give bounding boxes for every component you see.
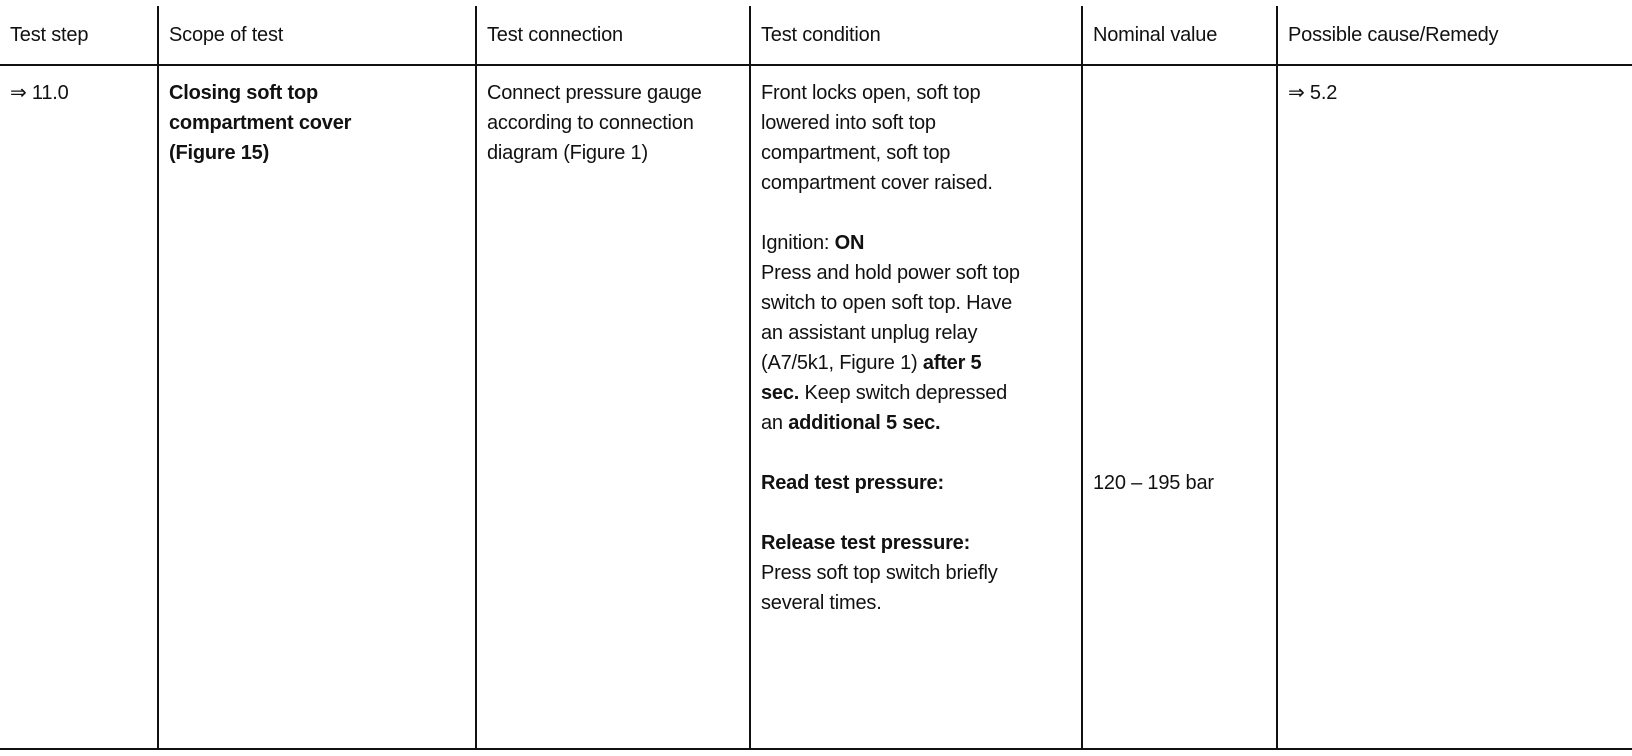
cell-nominal-value: [1082, 65, 1277, 749]
condition-p3-line-2: several times.: [761, 592, 882, 614]
condition-p1-line-3: compartment, soft top: [761, 142, 951, 164]
spacer: [761, 498, 1071, 528]
test-table: [0, 6, 1632, 750]
table-header-row: [0, 6, 1632, 65]
ignition-line: [761, 228, 1071, 258]
cell-scope-of-test: [158, 65, 476, 749]
release-test-pressure: Release test pressure:: [761, 532, 971, 554]
cell-test-connection: [476, 65, 750, 749]
relay-ref-text: (A7/5k1, Figure 1): [761, 352, 923, 374]
connection-line-3: diagram (Figure 1): [487, 142, 648, 164]
cell-test-condition: [750, 65, 1082, 749]
header-test-connection: Test connection: [476, 6, 750, 65]
scope-line-1: Closing soft top: [169, 82, 318, 104]
after-5-text: after 5: [922, 352, 982, 374]
table-row: [0, 65, 1632, 749]
header-test-step: Test step: [0, 6, 158, 65]
spacer: [761, 198, 1071, 228]
scope-line-3: (Figure 15): [169, 142, 270, 164]
spacer: [761, 438, 1071, 468]
condition-p2-line-1: Press and hold power soft top: [761, 262, 1020, 284]
an-text: an: [761, 412, 789, 434]
possible-cause-ref: ⇒ 5.2: [1288, 82, 1338, 104]
ignition-label: Ignition:: [761, 232, 835, 254]
condition-p2-line-5: [761, 378, 1071, 408]
cell-possible-cause: [1277, 65, 1632, 749]
nominal-value: 120 – 195 bar: [1093, 472, 1214, 494]
ignition-value: ON: [834, 232, 865, 254]
test-step-value: ⇒ 11.0: [10, 82, 69, 104]
condition-p1-line-4: compartment cover raised.: [761, 172, 993, 194]
cell-test-step: [0, 65, 158, 749]
condition-p3-line-1: Press soft top switch briefly: [761, 562, 998, 584]
condition-p1-line-1: Front locks open, soft top: [761, 82, 981, 104]
condition-p2-line-2: switch to open soft top. Have: [761, 292, 1013, 314]
read-test-pressure: Read test pressure:: [761, 472, 944, 494]
header-scope-of-test: Scope of test: [158, 6, 476, 65]
header-possible-cause: Possible cause/Remedy: [1277, 6, 1632, 65]
condition-p1-line-2: lowered into soft top: [761, 112, 936, 134]
connection-line-2: according to connection: [487, 112, 694, 134]
nominal-offset: [1093, 78, 1266, 468]
condition-p2-line-6: [761, 408, 1071, 438]
connection-line-1: Connect pressure gauge: [487, 82, 702, 104]
sec-text: sec.: [761, 382, 800, 404]
condition-p2-line-4: [761, 348, 1071, 378]
keep-switch-text: Keep switch depressed: [799, 382, 1008, 404]
condition-p2-line-3: an assistant unplug relay: [761, 322, 978, 344]
scope-line-2: compartment cover: [169, 112, 352, 134]
header-nominal-value: Nominal value: [1082, 6, 1277, 65]
header-test-condition: Test condition: [750, 6, 1082, 65]
additional-5-sec-text: additional 5 sec.: [788, 412, 941, 434]
